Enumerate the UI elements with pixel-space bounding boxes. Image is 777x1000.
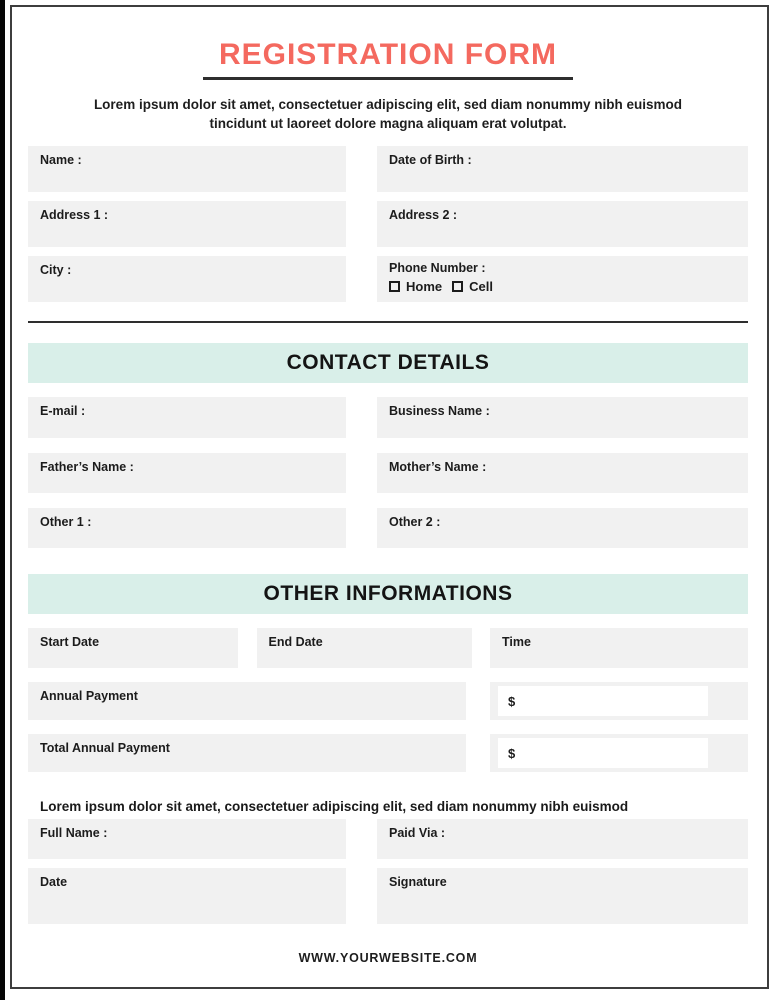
address1-label: Address 1 :	[40, 207, 109, 222]
time-label: Time	[502, 635, 531, 650]
date-of-birth-field[interactable]	[377, 146, 748, 192]
cell-checkbox[interactable]	[452, 281, 463, 292]
end-date-label: End Date	[268, 635, 323, 650]
annual-payment-amount-wrap	[490, 682, 748, 720]
name-field[interactable]	[28, 146, 346, 192]
name-label: Name :	[40, 152, 82, 167]
contact-details-header: CONTACT DETAILS	[28, 343, 748, 383]
phone-type-options	[389, 279, 748, 294]
phone-number-field[interactable]	[377, 256, 748, 302]
phone-number-label: Phone Number :	[389, 260, 486, 275]
personal-row-2	[28, 201, 748, 247]
full-name-field[interactable]	[28, 819, 346, 859]
contact-row-3	[28, 508, 748, 548]
fathers-name-label: Father’s Name :	[40, 460, 134, 475]
other2-label: Other 2 :	[389, 515, 441, 530]
total-annual-payment-field	[28, 734, 466, 772]
date-of-birth-label: Date of Birth :	[389, 152, 472, 167]
dollar-sign: $	[508, 745, 516, 761]
website-footer: WWW.YOURWEBSITE.COM	[298, 951, 478, 966]
annual-payment-label: Annual Payment	[40, 689, 138, 704]
total-annual-amount-wrap	[490, 734, 748, 772]
home-checkbox-label: Home	[406, 278, 443, 294]
business-name-field[interactable]	[377, 397, 748, 438]
date-field[interactable]	[28, 868, 346, 924]
business-name-label: Business Name :	[389, 404, 490, 419]
page-title: REGISTRATION FORM	[218, 38, 558, 71]
total-annual-payment-label: Total Annual Payment	[40, 741, 170, 756]
paid-via-field[interactable]	[377, 819, 748, 859]
address2-label: Address 2 :	[389, 207, 458, 222]
annual-payment-field	[28, 682, 466, 720]
time-field[interactable]	[490, 628, 748, 668]
screen-left-edge	[0, 0, 5, 1000]
signoff-row-2	[28, 868, 748, 924]
total-annual-payment-row	[28, 734, 748, 772]
email-label: E-mail :	[40, 404, 86, 419]
mothers-name-field[interactable]	[377, 453, 748, 493]
start-date-field[interactable]	[28, 628, 238, 668]
phone-home-option[interactable]	[389, 279, 442, 294]
phone-cell-option[interactable]	[452, 279, 493, 294]
email-field[interactable]	[28, 397, 346, 438]
title-underline	[203, 77, 573, 80]
other1-field[interactable]	[28, 508, 346, 548]
other1-label: Other 1 :	[40, 515, 92, 530]
contact-row-2	[28, 453, 748, 493]
annual-payment-amount-input[interactable]	[498, 686, 708, 716]
fathers-name-field[interactable]	[28, 453, 346, 493]
signature-field[interactable]	[377, 868, 748, 924]
full-name-label: Full Name :	[40, 826, 108, 841]
registration-form-page	[28, 0, 748, 965]
other2-field[interactable]	[377, 508, 748, 548]
other-informations-header: OTHER INFORMATIONS	[28, 574, 748, 614]
home-checkbox[interactable]	[389, 281, 400, 292]
annual-payment-row	[28, 682, 748, 720]
city-label: City :	[40, 262, 72, 277]
end-date-field[interactable]	[257, 628, 472, 668]
dollar-sign: $	[508, 693, 516, 709]
dates-row	[28, 628, 748, 668]
date-label: Date	[40, 875, 68, 890]
contact-row-1	[28, 397, 748, 438]
city-field[interactable]	[28, 256, 346, 302]
form-intro-text: Lorem ipsum dolor sit amet, consectetuer adipiscing elit, sed diam nonummy nibh euismod tincidunt ut laoreet dolore magna aliquam erat volutpat.	[93, 96, 683, 132]
signoff-row-1	[28, 819, 748, 859]
mothers-name-label: Mother’s Name :	[389, 460, 487, 475]
personal-row-3	[28, 256, 748, 302]
paid-via-label: Paid Via :	[389, 826, 446, 841]
personal-row-1	[28, 146, 748, 192]
address2-field[interactable]	[377, 201, 748, 247]
section-divider	[28, 321, 748, 324]
signature-label: Signature	[389, 875, 447, 890]
cell-checkbox-label: Cell	[469, 278, 493, 294]
signoff-note: Lorem ipsum dolor sit amet, consectetuer adipiscing elit, sed diam nonummy nibh euismod	[40, 799, 629, 815]
total-annual-amount-input[interactable]	[498, 738, 708, 768]
start-date-label: Start Date	[40, 635, 100, 650]
address1-field[interactable]	[28, 201, 346, 247]
